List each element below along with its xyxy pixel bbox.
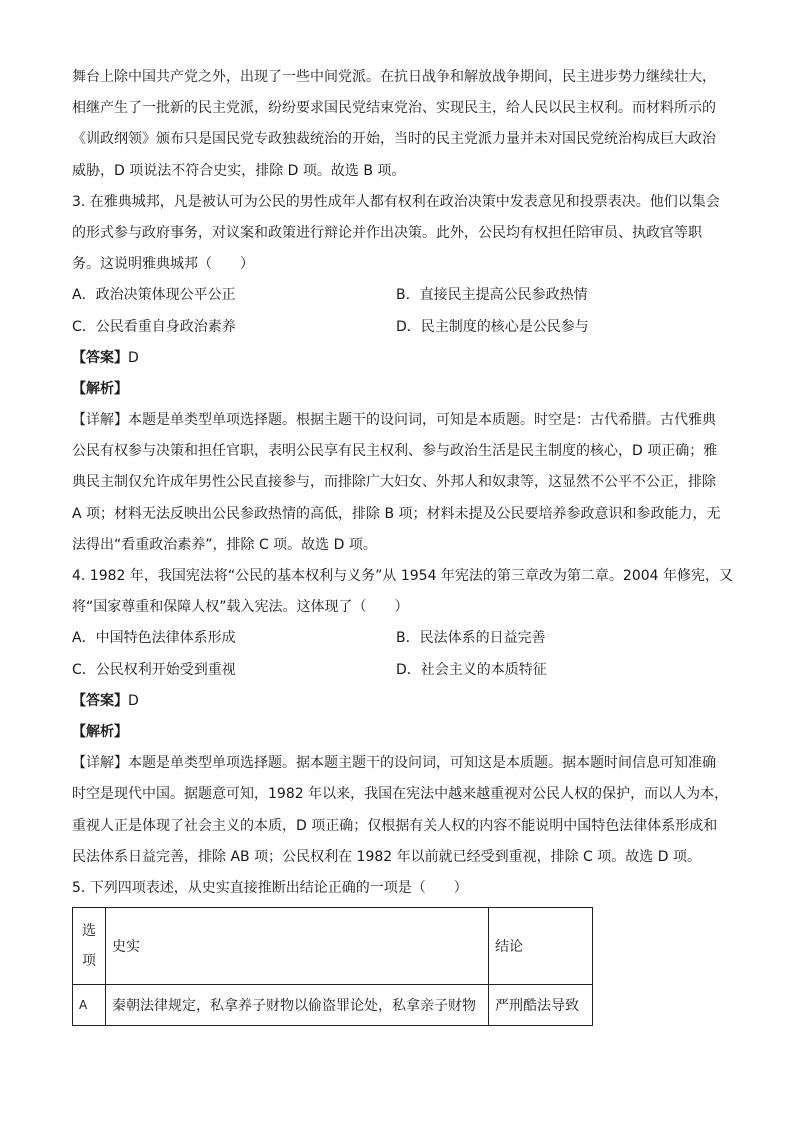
document-body	[72, 62, 733, 1026]
answer-line	[72, 343, 724, 374]
question-4	[72, 561, 733, 873]
table-header-row	[73, 908, 593, 985]
question-stem-line: 务。这说明雅典城邦（ ）	[72, 256, 254, 273]
detail-line: A 项；材料无法反映出公民参政热情的高低，排除 B 项；材料未提及公民要培养参政意识和参政能力，无	[72, 505, 721, 522]
table-header-cell: 选项	[73, 908, 106, 985]
table-header-cell: 结论	[489, 908, 593, 985]
option-d: D．民主制度的核心是公民参与	[396, 318, 589, 335]
detail-line: 【详解】本题是单类型单项选择题。根据主题干的设问词，可知是本质题。时空是：古代希腊。古代雅典	[72, 412, 716, 429]
table-header-cell: 史实	[106, 908, 489, 985]
table-cell: A	[73, 985, 106, 1026]
answer-line	[72, 686, 724, 717]
question-5	[72, 873, 724, 1026]
detail-line: 时空是现代中国。据题意可知，1982 年以来，我国在宪法中越来越重视对公民人权的保护，而以人为本，	[72, 786, 729, 803]
options-row	[72, 623, 724, 654]
analysis-label: 【解析】	[72, 380, 128, 397]
question-stem-line: 4. 1982 年，我国宪法将“公民的基本权利与义务”从 1954 年宪法的第三章改为第二章。2004 年修宪，又	[72, 568, 733, 584]
answer-label: 【答案】	[72, 349, 128, 366]
question-3	[72, 187, 724, 561]
option-a: A．政治决策体现公平公正	[72, 287, 236, 304]
table-cell: 严刑酷法导致	[489, 985, 593, 1026]
text-line: 威胁，D 项说法不符合史实，排除 D 项。故选 B 项。	[72, 162, 406, 179]
option-b: B．民法体系的日益完善	[396, 630, 546, 647]
text-line: 相继产生了一批新的民主党派，纷纷要求国民党结束党治、实现民主，给人民以民主权利。而材料所示的	[72, 100, 716, 117]
answer-value: D	[128, 349, 139, 366]
detail-line: 重视人正是体现了社会主义的本质，D 项正确；仅根据有关人权的内容不能说明中国特色法律体系形成和	[72, 817, 718, 834]
table-row	[73, 985, 593, 1026]
text-line: 舞台上除中国共产党之外，出现了一些中间党派。在抗日战争和解放战争期间，民主进步势力继续壮大，	[72, 69, 716, 85]
answer-label: 【答案】	[72, 692, 128, 709]
detail-line: 民法体系日益完善，排除 AB 项；公民权利在 1982 年以前就已经受到重视，排除 C 项。故选 D 项。	[72, 848, 701, 865]
question-stem-line: 将“国家尊重和保障人权”载入宪法。这体现了（ ）	[72, 599, 409, 616]
option-c: C．公民看重自身政治素养	[72, 318, 236, 335]
option-c: C．公民权利开始受到重视	[72, 661, 236, 678]
options-row	[72, 280, 724, 311]
options-table	[72, 907, 593, 1026]
table-cell: 秦朝法律规定，私拿养子财物以偷盗罪论处，私拿亲子财物	[106, 985, 489, 1026]
answer-value: D	[128, 692, 139, 709]
option-d: D．社会主义的本质特征	[396, 661, 547, 678]
option-a: A．中国特色法律体系形成	[72, 630, 236, 647]
detail-line: 法得出“看重政治素养”，排除 C 项。故选 D 项。	[72, 536, 377, 553]
options-row	[72, 312, 724, 343]
detail-line: 【详解】本题是单类型单项选择题。据本题主题干的设问词，可知这是本质题。据本题时间信息可知准确	[72, 755, 716, 772]
options-row	[72, 655, 724, 686]
detail-line: 公民有权参与决策和担任官职，表明公民享有民主权利、参与政治生活是民主制度的核心，D 项正确；雅	[72, 443, 718, 460]
question-stem-line: 3. 在雅典城邦，凡是被认可为公民的男性成年人都有权利在政治决策中发表意见和投票表决。他们以集会	[72, 193, 720, 210]
analysis-label: 【解析】	[72, 723, 128, 740]
text-line: 《训政纲领》颁布只是国民党专政独裁统治的开始，当时的民主党派力量并未对国民党统治构成巨大政治	[72, 131, 716, 148]
option-b: B．直接民主提高公民参政热情	[396, 287, 588, 304]
question-stem-line: 5. 下列四项表述，从史实直接推断出结论正确的一项是（ ）	[72, 879, 468, 896]
intro-paragraph	[72, 62, 724, 187]
detail-line: 典民主制仅允许成年男性公民直接参与，而排除广大妇女、外邦人和奴隶等，这显然不公平不公正，排除	[72, 474, 716, 491]
question-stem-line: 的形式参与政府事务，对议案和政策进行辩论并作出决策。此外，公民均有权担任陪审员、执政官等职	[72, 224, 702, 241]
